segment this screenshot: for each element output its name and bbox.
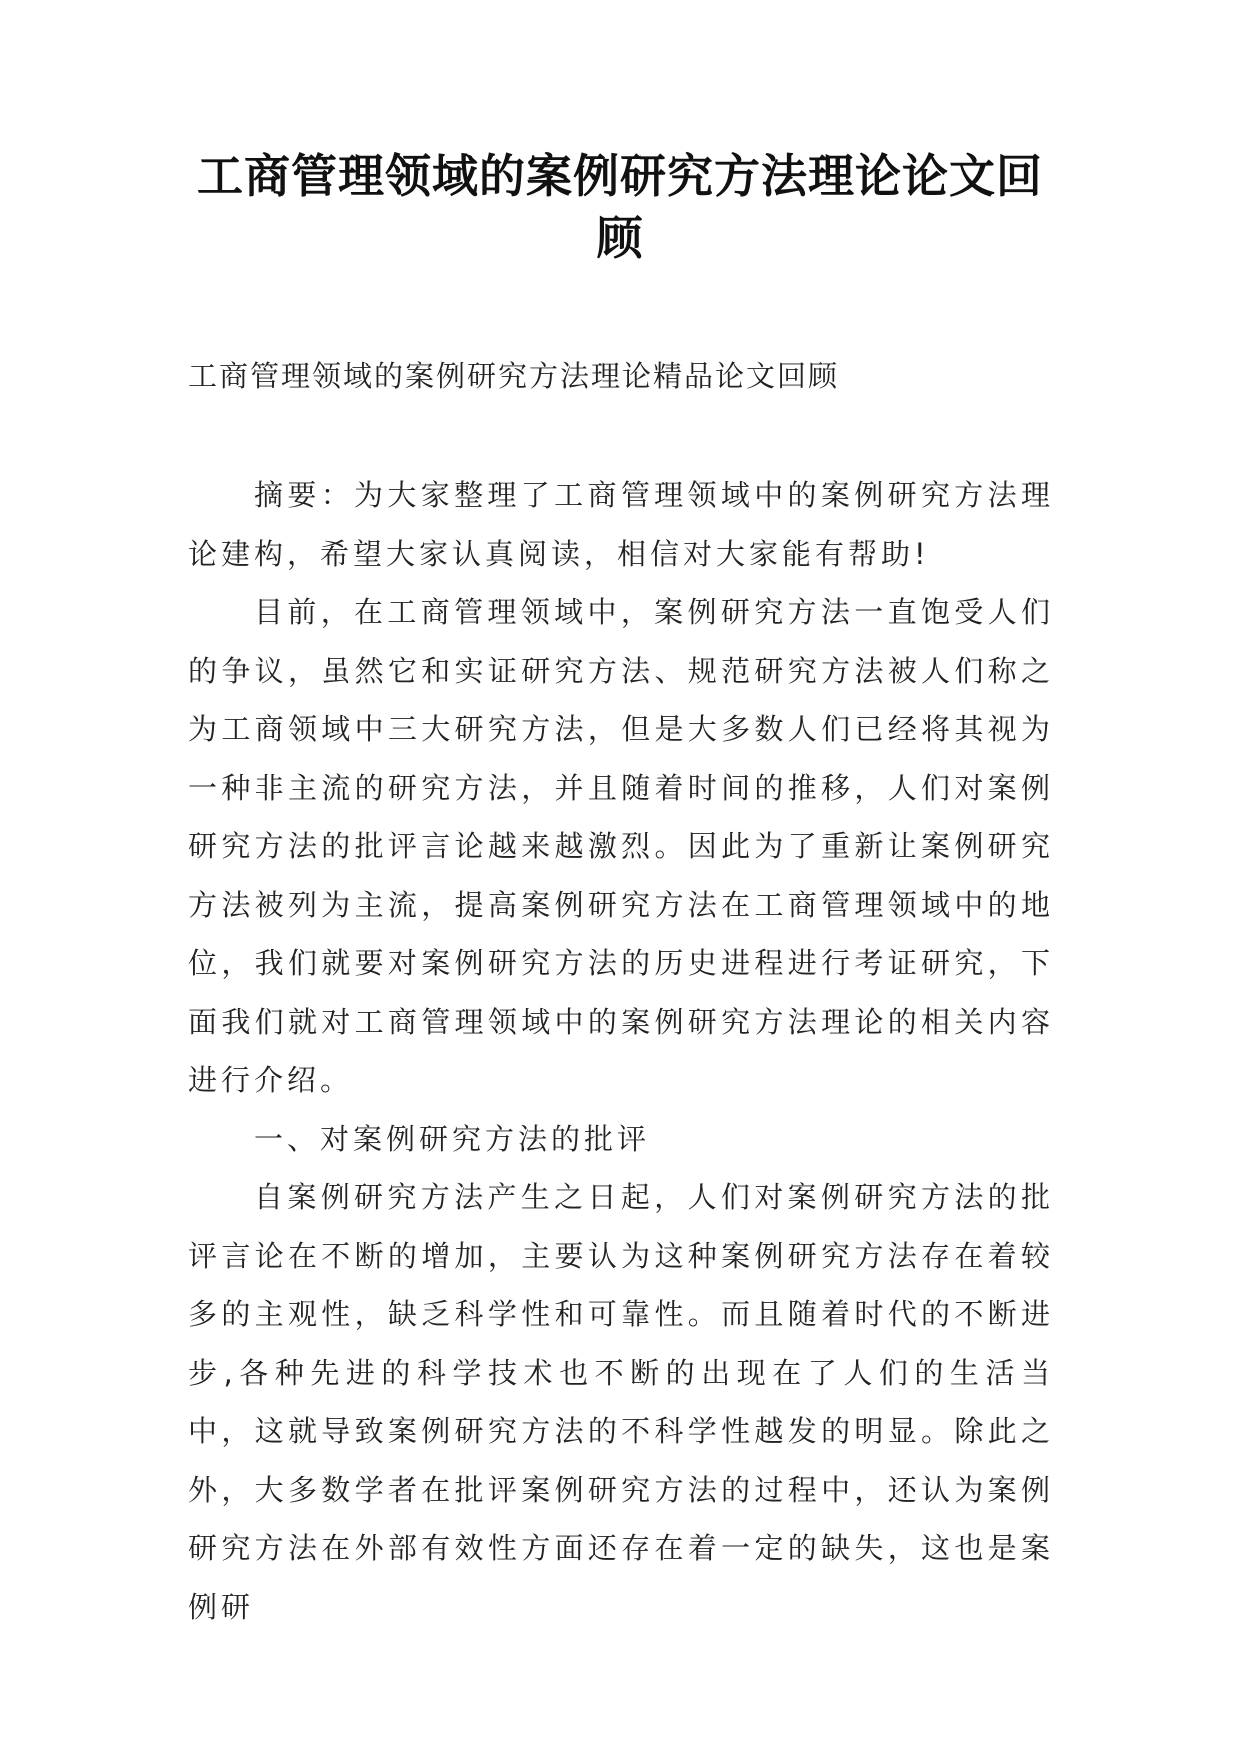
- document-title: 工商管理领域的案例研究方法理论论文回顾: [197, 149, 1043, 265]
- abstract-paragraph: 摘要：为大家整理了工商管理领域中的案例研究方法理论建构，希望大家认真阅读，相信对大家能有帮助!: [188, 478, 1054, 571]
- document-body: [188, 466, 1054, 1636]
- section-heading: 一、对案例研究方法的批评: [254, 1121, 651, 1156]
- document-subtitle: 工商管理领域的案例研究方法理论精品论文回顾: [188, 359, 840, 393]
- body-paragraph: 目前，在工商管理领域中，案例研究方法一直饱受人们的争议，虽然它和实证研究方法、规范研究方法被人们称之为工商领域中三大研究方法，但是大多数人们已经将其视为一种非主流的研究方法，并且随着时间的推移，人们对案例研究方法的批评言论越来越激烈。因此为了重新让案例研究方法被列为主流，提高案例研究方法在工商管理领域中的地位，我们就要对案例研究方法的历史进程进行考证研究，下面我们就对工商管理领域中的案例研究方法理论的相关内容进行介绍。: [188, 595, 1054, 1097]
- body-paragraph: 自案例研究方法产生之日起，人们对案例研究方法的批评言论在不断的增加，主要认为这种案例研究方法存在着较多的主观性，缺乏科学性和可靠性。而且随着时代的不断进步,各种先进的科学技术也不断的出现在了人们的生活当中，这就导致案例研究方法的不科学性越发的明显。除此之外，大多数学者在批评案例研究方法的过程中，还认为案例研究方法在外部有效性方面还存在着一定的缺失，这也是案例研: [188, 1180, 1054, 1624]
